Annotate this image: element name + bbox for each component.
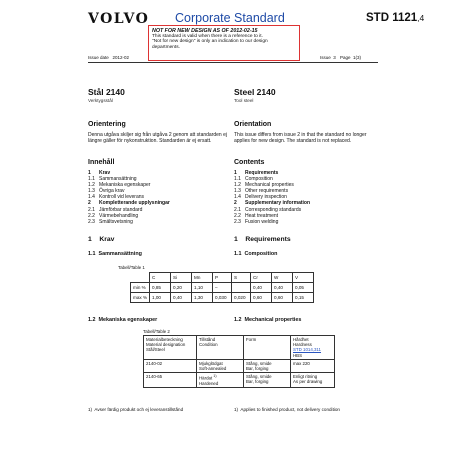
subtitle-swedish: Verktygsstål xyxy=(88,98,113,103)
table-cell: P xyxy=(213,273,232,283)
table-cell: 1,30 xyxy=(192,293,213,303)
footnote-swedish: 1) Avser färdig produkt och ej leveranstillstånd xyxy=(88,407,184,412)
table-cell: 0,60 xyxy=(272,293,293,303)
table-cell: 2140-02 xyxy=(144,359,197,372)
table-cell xyxy=(131,273,150,283)
document-type-title: Corporate Standard xyxy=(175,11,285,25)
table-cell: 0,85 xyxy=(150,283,171,293)
contents-heading-english: Contents xyxy=(234,159,265,166)
toc-item: 1.1 Composition xyxy=(234,176,273,183)
standard-reference-link[interactable]: STD 1014,311 xyxy=(293,347,321,353)
table-cell: 2140-65 xyxy=(144,373,197,388)
table-cell: 0,40 xyxy=(272,283,293,293)
title-swedish: Stål 2140 xyxy=(88,87,125,97)
table-cell: max % xyxy=(131,293,150,303)
table-cell: Enligt ritning As per drawing xyxy=(291,373,335,388)
toc-item: 2.3 Smältsvetsning xyxy=(88,218,133,225)
table-row xyxy=(131,293,314,303)
table-cell: 0,40 xyxy=(171,293,192,303)
table-cell: Härdat $^{1)}$ Hardened xyxy=(197,373,244,388)
table-cell: 0,020 xyxy=(232,293,251,303)
notice-line: departments. xyxy=(152,44,180,50)
table-cell: 0,40 xyxy=(251,283,272,293)
toc-item: 2.1 Corresponding standards xyxy=(234,206,302,213)
table-2-caption: Tabell/Table 2 xyxy=(143,329,170,334)
table-cell: Si xyxy=(171,273,192,283)
table-cell: Mjukglödgat Soft-annealed xyxy=(197,359,244,372)
section-1-2-heading-swedish: 1.2 Mekaniska egenskaper xyxy=(88,317,158,323)
section-1-heading-english: 1 Requirements xyxy=(234,236,291,243)
table-cell: – xyxy=(213,283,232,293)
table-cell: S xyxy=(232,273,251,283)
toc-item: 1 Requirements xyxy=(234,170,279,176)
table-cell: C xyxy=(150,273,171,283)
table-cell: 1,10 xyxy=(192,283,213,293)
volvo-logo: VOLVO xyxy=(88,11,150,27)
toc-item: 1.4 Kontroll vid leverans xyxy=(88,194,145,201)
orientation-heading-swedish: Orientering xyxy=(88,121,126,128)
title-english: Steel 2140 xyxy=(234,87,276,97)
table-cell: 0,15 xyxy=(293,293,314,303)
notice-headline: NOT FOR NEW DESIGN AS OF 2012-02-15 xyxy=(152,28,258,34)
table-cell: Mn xyxy=(192,273,213,283)
table-cell: 0,05 xyxy=(293,283,314,293)
toc-item: 1.4 Delivery inspection xyxy=(234,194,287,201)
contents-heading-swedish: Innehåll xyxy=(88,159,115,166)
table-cell: Form xyxy=(244,336,291,360)
table-cell: Stång, smide Bar, forging xyxy=(244,359,291,372)
toc-swedish xyxy=(88,170,170,225)
table-row xyxy=(144,373,335,388)
toc-item: 2 Supplementary information xyxy=(234,200,311,207)
table-cell: max 220 xyxy=(291,359,335,372)
table-row xyxy=(144,359,335,372)
toc-english xyxy=(234,170,310,225)
orientation-text-swedish: Denna utgåva skiljer sig från utgåva 2 genom att standarden ej längre gäller för nykonstruktion. Standarden är ej ersatt. xyxy=(88,132,227,145)
toc-item: 2.3 Fusion welding xyxy=(234,218,279,225)
table-cell: Hårdhet Hardness STD 1014,311 HBS xyxy=(291,336,335,360)
toc-item: 2 Kompletterande upplysningar xyxy=(88,200,170,207)
table-cell: 0,20 xyxy=(171,283,192,293)
table-cell: Materialbeteckning Material designation Stål/Steel xyxy=(144,336,197,360)
toc-item: 1.1 Sammansättning xyxy=(88,176,137,183)
table-row xyxy=(131,283,314,293)
page-number: Page 1(3) xyxy=(340,55,362,60)
table-header-row xyxy=(131,273,314,283)
table-cell: 0,60 xyxy=(251,293,272,303)
toc-item: 1.3 Övriga krav xyxy=(88,188,125,195)
not-for-new-design-notice xyxy=(148,25,300,61)
composition-table xyxy=(130,272,314,303)
toc-item: 1 Krav xyxy=(88,170,111,176)
orientation-heading-english: Orientation xyxy=(234,121,272,128)
table-cell: Tillstånd Condition xyxy=(197,336,244,360)
table-cell: 1,00 xyxy=(150,293,171,303)
table-header-row xyxy=(144,336,335,360)
mechanical-properties-table xyxy=(143,335,335,388)
table-1-caption: Tabell/Table 1 xyxy=(118,265,145,270)
table-cell: Stång, smide Bar, forging xyxy=(244,373,291,388)
section-1-1-heading-english: 1.1 Composition xyxy=(234,251,278,257)
table-cell: 0,030 xyxy=(213,293,232,303)
issue-date: Issue date 2012-02 xyxy=(88,55,130,60)
issue-number: Issue 3 xyxy=(320,55,336,60)
toc-item: 1.2 Mechanical properties xyxy=(234,182,294,189)
footnote-english: 1) Applies to finished product, not delivery condition xyxy=(234,407,340,412)
header-divider xyxy=(88,62,378,63)
toc-item: 2.1 Jämförbar standard xyxy=(88,206,143,213)
orientation-text-english: This issue differs from issue 2 in that the standard no longer applies for new design. The standard is not replaced. xyxy=(234,132,367,145)
table-cell: Cr xyxy=(251,273,272,283)
table-cell: min % xyxy=(131,283,150,293)
section-1-heading-swedish: 1 Krav xyxy=(88,236,115,243)
toc-item: 1.2 Mekaniska egenskaper xyxy=(88,182,151,189)
subtitle-english: Tool steel xyxy=(234,98,254,103)
table-cell: V xyxy=(293,273,314,283)
standard-number: STD 1121,4 xyxy=(366,12,425,24)
table-cell: W xyxy=(272,273,293,283)
toc-item: 1.3 Other requirements xyxy=(234,188,289,195)
section-1-2-heading-english: 1.2 Mechanical properties xyxy=(234,317,302,323)
notice-line: "Not for new design" is only an indication to our design xyxy=(152,39,268,45)
toc-item: 2.2 Heat treatment xyxy=(234,212,279,219)
notice-line: This standard is valid when there is a reference to it. xyxy=(152,34,263,39)
table-cell xyxy=(232,283,251,293)
section-1-1-heading-swedish: 1.1 Sammansättning xyxy=(88,251,142,257)
toc-item: 2.2 Värmebehandling xyxy=(88,212,139,219)
